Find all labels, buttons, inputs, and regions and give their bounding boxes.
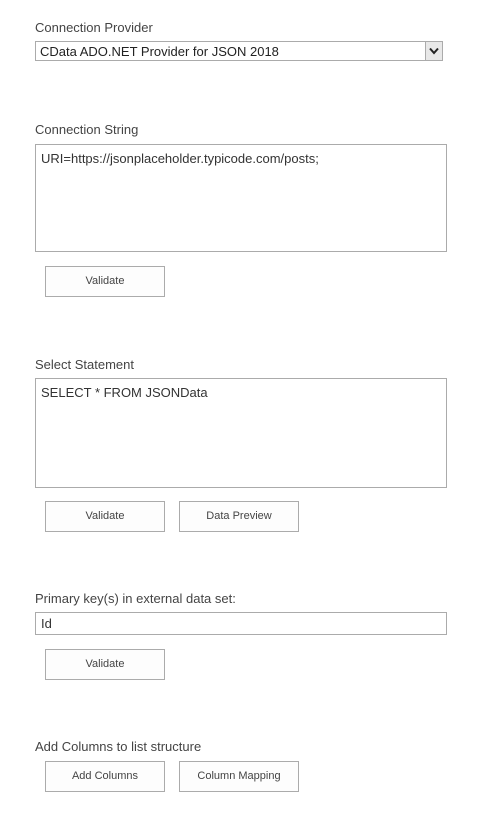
primary-key-label: Primary key(s) in external data set:	[35, 591, 236, 606]
select-statement-value: SELECT * FROM JSONData	[41, 385, 208, 400]
connection-provider-select[interactable]	[35, 41, 443, 61]
validate-connection-button[interactable]: Validate	[45, 266, 165, 297]
primary-key-value: Id	[41, 616, 52, 631]
select-statement-textarea[interactable]	[35, 378, 447, 488]
select-statement-label: Select Statement	[35, 357, 134, 372]
add-columns-label: Add Columns to list structure	[35, 739, 202, 754]
connection-provider-label: Connection Provider	[35, 20, 153, 35]
connection-provider-value: CData ADO.NET Provider for JSON 2018	[40, 44, 279, 59]
chevron-down-icon[interactable]	[425, 42, 442, 60]
primary-key-input[interactable]	[35, 612, 447, 635]
column-mapping-button[interactable]: Column Mapping	[179, 761, 299, 792]
validate-primary-key-button[interactable]: Validate	[45, 649, 165, 680]
connection-string-textarea[interactable]	[35, 144, 447, 252]
add-columns-button[interactable]: Add Columns	[45, 761, 165, 792]
data-preview-button[interactable]: Data Preview	[179, 501, 299, 532]
connection-string-value: URI=https://jsonplaceholder.typicode.com/posts;	[41, 151, 319, 166]
connection-string-label: Connection String	[35, 122, 139, 137]
validate-select-button[interactable]: Validate	[45, 501, 165, 532]
